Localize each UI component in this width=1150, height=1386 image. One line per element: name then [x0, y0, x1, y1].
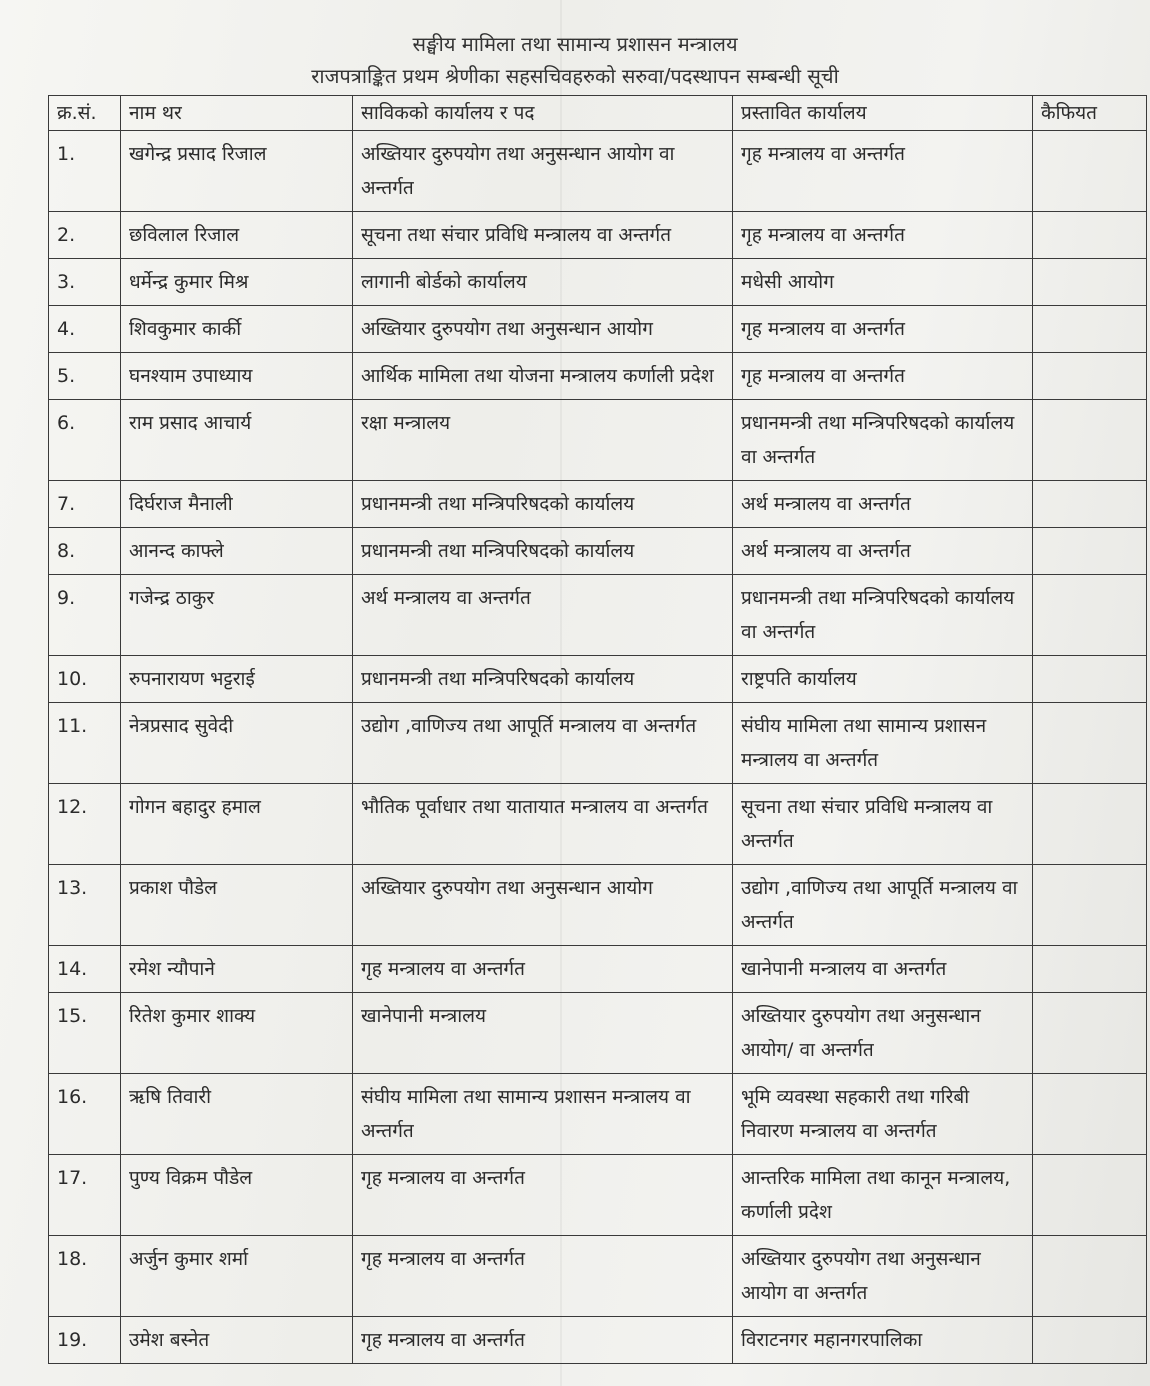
row-serial: 12.: [49, 784, 121, 865]
row-serial: 18.: [49, 1236, 121, 1317]
row-remarks: [1033, 306, 1147, 353]
row-remarks: [1033, 865, 1147, 946]
row-remarks: [1033, 353, 1147, 400]
table-row: [49, 306, 1147, 353]
document-subtitle: राजपत्राङ्कित प्रथम श्रेणीका सहसचिवहरुको सरुवा/पदस्थापन सम्बन्धी सूची: [311, 64, 839, 88]
row-proposed-office: भूमि व्यवस्था सहकारी तथा गरिबी निवारण मन्त्रालय वा अन्तर्गत: [733, 1074, 1033, 1155]
row-name: छविलाल रिजाल: [121, 212, 353, 259]
row-serial: 5.: [49, 353, 121, 400]
row-proposed-office: खानेपानी मन्त्रालय वा अन्तर्गत: [733, 946, 1033, 993]
row-remarks: [1033, 481, 1147, 528]
table-row: [49, 656, 1147, 703]
table-row: [49, 400, 1147, 481]
row-name: गजेन्द्र ठाकुर: [121, 575, 353, 656]
row-serial: 17.: [49, 1155, 121, 1236]
table-row: [49, 993, 1147, 1074]
row-current-office: अख्तियार दुरुपयोग तथा अनुसन्धान आयोग वा अन्तर्गत: [353, 131, 733, 212]
row-remarks: [1033, 703, 1147, 784]
header-proposed-office: प्रस्तावित कार्यालय: [733, 96, 1033, 131]
row-proposed-office: अख्तियार दुरुपयोग तथा अनुसन्धान आयोग वा अन्तर्गत: [733, 1236, 1033, 1317]
header-current-office: साविकको कार्यालय र पद: [353, 96, 733, 131]
row-proposed-office: आन्तरिक मामिला तथा कानून मन्त्रालय, कर्णाली प्रदेश: [733, 1155, 1033, 1236]
row-remarks: [1033, 1155, 1147, 1236]
row-serial: 4.: [49, 306, 121, 353]
row-proposed-office: मधेसी आयोग: [733, 259, 1033, 306]
row-current-office: अख्तियार दुरुपयोग तथा अनुसन्धान आयोग: [353, 865, 733, 946]
header-serial: क्र.सं.: [49, 96, 121, 131]
row-proposed-office: विराटनगर महानगरपालिका: [733, 1317, 1033, 1364]
row-remarks: [1033, 1074, 1147, 1155]
row-serial: 15.: [49, 993, 121, 1074]
row-remarks: [1033, 993, 1147, 1074]
row-proposed-office: सूचना तथा संचार प्रविधि मन्त्रालय वा अन्तर्गत: [733, 784, 1033, 865]
row-current-office: अर्थ मन्त्रालय वा अन्तर्गत: [353, 575, 733, 656]
row-proposed-office: अर्थ मन्त्रालय वा अन्तर्गत: [733, 481, 1033, 528]
row-name: प्रकाश पौडेल: [121, 865, 353, 946]
row-serial: 6.: [49, 400, 121, 481]
row-serial: 16.: [49, 1074, 121, 1155]
table-row: [49, 1155, 1147, 1236]
table-row: [49, 528, 1147, 575]
row-current-office: गृह मन्त्रालय वा अन्तर्गत: [353, 1317, 733, 1364]
table-row: [49, 946, 1147, 993]
row-current-office: प्रधानमन्त्री तथा मन्त्रिपरिषदको कार्यालय: [353, 528, 733, 575]
table-row: [49, 784, 1147, 865]
row-serial: 13.: [49, 865, 121, 946]
row-current-office: अख्तियार दुरुपयोग तथा अनुसन्धान आयोग: [353, 306, 733, 353]
row-serial: 8.: [49, 528, 121, 575]
row-serial: 7.: [49, 481, 121, 528]
row-current-office: उद्योग ,वाणिज्य तथा आपूर्ति मन्त्रालय वा अन्तर्गत: [353, 703, 733, 784]
row-remarks: [1033, 400, 1147, 481]
table-row: [49, 353, 1147, 400]
table-row: [49, 865, 1147, 946]
row-remarks: [1033, 1317, 1147, 1364]
table-row: [49, 703, 1147, 784]
row-name: उमेश बस्नेत: [121, 1317, 353, 1364]
row-current-office: गृह मन्त्रालय वा अन्तर्गत: [353, 1155, 733, 1236]
row-name: अर्जुन कुमार शर्मा: [121, 1236, 353, 1317]
row-proposed-office: प्रधानमन्त्री तथा मन्त्रिपरिषदको कार्यालय वा अन्तर्गत: [733, 575, 1033, 656]
table-row: [49, 481, 1147, 528]
row-current-office: गृह मन्त्रालय वा अन्तर्गत: [353, 1236, 733, 1317]
row-remarks: [1033, 1236, 1147, 1317]
row-current-office: आर्थिक मामिला तथा योजना मन्त्रालय कर्णाली प्रदेश: [353, 353, 733, 400]
row-proposed-office: प्रधानमन्त्री तथा मन्त्रिपरिषदको कार्यालय वा अन्तर्गत: [733, 400, 1033, 481]
row-remarks: [1033, 259, 1147, 306]
row-serial: 2.: [49, 212, 121, 259]
table-header-row: [49, 96, 1147, 131]
row-name: खगेन्द्र प्रसाद रिजाल: [121, 131, 353, 212]
row-current-office: सूचना तथा संचार प्रविधि मन्त्रालय वा अन्तर्गत: [353, 212, 733, 259]
row-name: राम प्रसाद आचार्य: [121, 400, 353, 481]
row-name: रितेश कुमार शाक्य: [121, 993, 353, 1074]
row-name: शिवकुमार कार्की: [121, 306, 353, 353]
table-row: [49, 1236, 1147, 1317]
row-name: गोगन बहादुर हमाल: [121, 784, 353, 865]
row-proposed-office: गृह मन्त्रालय वा अन्तर्गत: [733, 353, 1033, 400]
row-current-office: खानेपानी मन्त्रालय: [353, 993, 733, 1074]
table-row: [49, 1074, 1147, 1155]
row-proposed-office: अर्थ मन्त्रालय वा अन्तर्गत: [733, 528, 1033, 575]
header-remarks: कैफियत: [1033, 96, 1147, 131]
row-serial: 1.: [49, 131, 121, 212]
table-row: [49, 575, 1147, 656]
row-current-office: गृह मन्त्रालय वा अन्तर्गत: [353, 946, 733, 993]
row-remarks: [1033, 946, 1147, 993]
header-name: नाम थर: [121, 96, 353, 131]
row-remarks: [1033, 656, 1147, 703]
row-name: पुण्य विक्रम पौडेल: [121, 1155, 353, 1236]
row-current-office: लागानी बोर्डको कार्यालय: [353, 259, 733, 306]
row-name: ऋषि तिवारी: [121, 1074, 353, 1155]
table-row: [49, 1317, 1147, 1364]
table-row: [49, 131, 1147, 212]
row-current-office: प्रधानमन्त्री तथा मन्त्रिपरिषदको कार्यालय: [353, 481, 733, 528]
row-serial: 9.: [49, 575, 121, 656]
row-proposed-office: संघीय मामिला तथा सामान्य प्रशासन मन्त्रालय वा अन्तर्गत: [733, 703, 1033, 784]
row-name: घनश्याम उपाध्याय: [121, 353, 353, 400]
row-current-office: संघीय मामिला तथा सामान्य प्रशासन मन्त्रालय वा अन्तर्गत: [353, 1074, 733, 1155]
row-remarks: [1033, 528, 1147, 575]
row-current-office: भौतिक पूर्वाधार तथा यातायात मन्त्रालय वा अन्तर्गत: [353, 784, 733, 865]
row-serial: 19.: [49, 1317, 121, 1364]
row-remarks: [1033, 575, 1147, 656]
row-name: नेत्रप्रसाद सुवेदी: [121, 703, 353, 784]
row-remarks: [1033, 212, 1147, 259]
row-serial: 11.: [49, 703, 121, 784]
row-name: रमेश न्यौपाने: [121, 946, 353, 993]
table-body: [49, 131, 1147, 1364]
row-serial: 10.: [49, 656, 121, 703]
row-serial: 3.: [49, 259, 121, 306]
row-remarks: [1033, 131, 1147, 212]
row-proposed-office: राष्ट्रपति कार्यालय: [733, 656, 1033, 703]
row-name: आनन्द काफ्ले: [121, 528, 353, 575]
table-row: [49, 212, 1147, 259]
row-current-office: प्रधानमन्त्री तथा मन्त्रिपरिषदको कार्यालय: [353, 656, 733, 703]
row-proposed-office: अख्तियार दुरुपयोग तथा अनुसन्धान आयोग/ वा अन्तर्गत: [733, 993, 1033, 1074]
row-name: धर्मेन्द्र कुमार मिश्र: [121, 259, 353, 306]
row-name: रुपनारायण भट्टराई: [121, 656, 353, 703]
row-proposed-office: उद्योग ,वाणिज्य तथा आपूर्ति मन्त्रालय वा अन्तर्गत: [733, 865, 1033, 946]
row-remarks: [1033, 784, 1147, 865]
row-name: दिर्घराज मैनाली: [121, 481, 353, 528]
row-proposed-office: गृह मन्त्रालय वा अन्तर्गत: [733, 212, 1033, 259]
row-serial: 14.: [49, 946, 121, 993]
row-proposed-office: गृह मन्त्रालय वा अन्तर्गत: [733, 131, 1033, 212]
row-current-office: रक्षा मन्त्रालय: [353, 400, 733, 481]
row-proposed-office: गृह मन्त्रालय वा अन्तर्गत: [733, 306, 1033, 353]
document-title: सङ्घीय मामिला तथा सामान्य प्रशासन मन्त्रालय: [412, 32, 738, 56]
transfer-list-table: [48, 95, 1147, 1364]
table-row: [49, 259, 1147, 306]
